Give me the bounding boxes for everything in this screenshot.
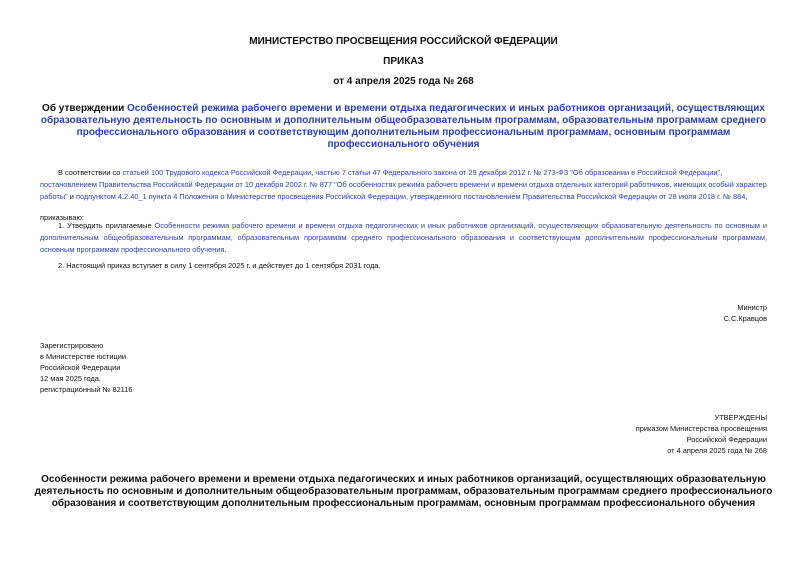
doc-date-number: от 4 апреля 2025 года № 268 — [333, 76, 474, 87]
basis-link-labor-code[interactable]: статьей 100 Трудового кодекса Российской Федерации — [122, 168, 312, 177]
order-title-link[interactable]: Особенностей режима рабочего времени и времени отдыха педагогических и иных работников организаций, осуществляющих образовательную деятельность по основным и дополнительным общеобразовательным программам, образовательным программам среднего профессионального образования и соответствующим дополнительным профессиональным программам, основным программам профессионального обучения — [40, 103, 767, 150]
registration-line-3: Российской Федерации — [40, 363, 121, 372]
approved-line-2: приказом Министерства просвещения — [635, 424, 767, 433]
signature-block — [724, 302, 767, 324]
order-word: приказываю: — [40, 213, 84, 222]
approved-line-3: Российской Федерации — [686, 435, 767, 444]
ministry-heading: МИНИСТЕРСТВО ПРОСВЕЩЕНИЯ РОССИЙСКОЙ ФЕДЕРАЦИИ — [249, 36, 558, 47]
basis-text-5: , — [745, 192, 748, 201]
basis-text-1: В соответствии со — [58, 168, 123, 177]
order-item-1-suffix: . — [224, 245, 227, 254]
registration-block — [40, 340, 132, 395]
basis-link-education-law[interactable]: частью 7 статьи 47 Федерального закона от 29 декабря 2012 г. № 273-ФЗ "Об образовании в Российской Федерации" — [315, 168, 721, 177]
signature-name: С.С.Кравцов — [723, 314, 767, 323]
basis-link-decree-877[interactable]: постановлением Правительства Российской Федерации от 10 декабря 2002 г. № 877 "Об особенностях режима рабочего времени и времени отдыха отдельных категорий работников, имеющих особый характер работы" — [40, 180, 767, 201]
order-title-prefix: Об утверждении — [42, 103, 128, 114]
registration-line-5: регистрационный № 82116 — [40, 385, 133, 394]
signature-position: Министр — [737, 303, 767, 312]
order-item-1-prefix: 1. Утвердить прилагаемые — [58, 221, 155, 230]
order-item-2: 2. Настоящий приказ вступает в силу 1 сентября 2025 г. и действует до 1 сентября 2031 года. — [58, 261, 381, 270]
registration-line-1: Зарегистрировано — [40, 341, 104, 350]
approved-line-4: от 4 апреля 2025 года № 268 — [667, 446, 767, 455]
appendix-title: Особенности режима рабочего времени и времени отдыха педагогических и иных работников организаций, осуществляющих образовательную деятельность по основным и дополнительным общеобразовательным программам, образовательным программам среднего профессионального образования и соответствующим дополнительным профессиональным программам, основным программам профессионального обучения — [34, 474, 773, 509]
order-item-1 — [40, 220, 767, 256]
order-item-1-link[interactable]: Особенности режима рабочего времени и времени отдыха педагогических и иных работников организаций, осуществляющих образовательную деятельность по основным и дополнительным общеобразовательным программам, образовательным программам среднего профессионального образования и соответствующим дополнительным профессиональным программам, основным программам профессионального обучения — [40, 221, 767, 254]
doc-type-heading: ПРИКАЗ — [383, 56, 424, 67]
basis-link-ministry-regulation[interactable]: подпунктом 4.2.40_1 пункта 4 Положения о Министерстве просвещения Российской Федерации, утвержденного постановлением Правительства Российской Федерации от 28 июля 2018 г. № 884 — [75, 192, 746, 201]
basis-text-3: , — [720, 168, 723, 177]
order-title — [40, 103, 767, 151]
approved-block — [636, 412, 767, 456]
registration-line-2: в Министерстве юстиции — [40, 352, 127, 361]
registration-line-4: 12 мая 2025 года, — [40, 374, 101, 383]
basis-text-4: и — [67, 192, 76, 201]
basis-paragraph — [40, 167, 767, 203]
basis-text-2: , — [311, 168, 316, 177]
approved-line-1: УТВЕРЖДЕНЫ — [714, 413, 767, 422]
